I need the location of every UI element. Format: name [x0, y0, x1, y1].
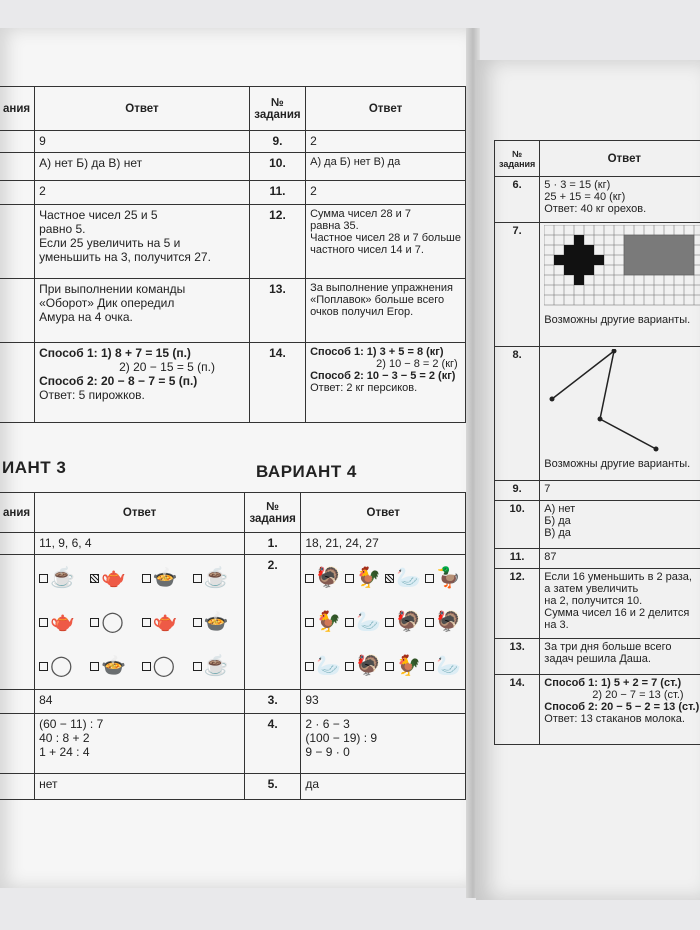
rooster-icon: 🐓 — [396, 655, 422, 677]
checkbox-checked — [90, 574, 99, 583]
checkbox — [142, 574, 151, 583]
checkbox — [345, 618, 354, 627]
task-number: 10. — [495, 501, 540, 549]
cell-blank — [0, 131, 35, 153]
answer-cell: А) нет Б) да В) нет — [35, 153, 250, 181]
task-number: 6. — [495, 177, 540, 223]
grid-drawing-cell — [540, 223, 700, 347]
pot-icon: 🍲 — [203, 611, 229, 633]
goose-icon: 🦢 — [436, 655, 461, 677]
kettle-icon: 🫖 — [101, 567, 127, 589]
variant-3-heading: ИАНТ 3 — [2, 458, 67, 477]
header-answer-right: Ответ — [301, 493, 466, 533]
pic-item — [39, 646, 86, 686]
checkbox — [39, 662, 48, 671]
answer-line: очков получил Егор. — [310, 306, 414, 318]
answers-table-right-page — [494, 140, 700, 745]
answer-line: на 3. — [544, 619, 569, 631]
checkbox — [193, 618, 202, 627]
answer-line: За три дня больше всего — [544, 641, 672, 653]
pic-item — [425, 558, 461, 598]
cell-blank — [0, 153, 35, 181]
rooster-icon: 🐓 — [316, 611, 342, 633]
pic-item — [345, 602, 381, 642]
answer-line: 25 + 15 = 40 (кг) — [544, 191, 626, 203]
task-number: 13. — [249, 279, 305, 343]
answer-line: В) да — [544, 527, 571, 539]
header-answer-right: Ответ — [306, 87, 466, 131]
task-number: 1. — [245, 533, 301, 555]
answer-line: равно 5. — [39, 222, 86, 236]
turkey-icon: 🦃 — [396, 611, 422, 633]
pic-item — [385, 646, 421, 686]
answer-line: Амура на 4 очка. — [39, 310, 133, 324]
answer-line: Ответ: 2 кг персиков. — [310, 382, 418, 394]
line-vertex — [598, 417, 603, 422]
answer-line: (60 − 11) : 7 — [39, 717, 104, 731]
task-number: 5. — [245, 774, 301, 800]
checkbox — [305, 574, 314, 583]
cell-blank — [0, 533, 35, 555]
header-answer: Ответ — [540, 141, 700, 177]
task-number: 4. — [245, 714, 301, 774]
line-vertex — [654, 447, 659, 452]
checkbox — [90, 662, 99, 671]
task-number: 13. — [495, 639, 540, 675]
task-number: 9. — [249, 131, 305, 153]
cup-icon: ☕ — [203, 655, 229, 677]
answer-line: Если 25 увеличить на 5 и — [39, 236, 181, 250]
answer-line: При выполнении команды — [39, 282, 186, 296]
answer-line: 5 · 3 = 15 (кг) — [544, 179, 611, 191]
task-number: 7. — [495, 223, 540, 347]
pic-item — [385, 558, 421, 598]
answer-line: Способ 2: 20 − 5 − 2 = 13 (ст.) — [544, 701, 700, 713]
answer-cell — [306, 343, 466, 423]
answer-cell: 18, 21, 24, 27 — [301, 533, 466, 555]
task-number: 11. — [495, 549, 540, 569]
answer-line: уменьшить на 3, получится 27. — [39, 250, 211, 264]
broken-line-drawing — [544, 349, 700, 455]
pic-item — [305, 646, 341, 686]
checkbox — [142, 618, 151, 627]
answer-line: частного чисел 14 и 7. — [310, 244, 424, 256]
answer-line: Ответ: 40 кг орехов. — [544, 203, 647, 215]
pic-item — [385, 602, 421, 642]
answer-cell — [301, 714, 466, 774]
answer-line: Частное чисел 28 и 7 больше — [310, 232, 461, 244]
grid-drawing — [544, 225, 700, 311]
answer-cell — [306, 279, 466, 343]
checkbox — [385, 618, 394, 627]
cell-blank — [0, 343, 35, 423]
answer-line: 1 + 24 : 4 — [39, 745, 90, 759]
pic-item — [90, 602, 137, 642]
turkey-icon: 🦃 — [316, 567, 342, 589]
goose-icon: 🦢 — [396, 567, 422, 589]
pot-icon: 🍲 — [152, 567, 178, 589]
dishes-picture-cell — [35, 555, 245, 690]
pic-item — [305, 602, 341, 642]
cell-blank — [0, 181, 35, 205]
checkbox — [193, 574, 202, 583]
checkbox — [305, 662, 314, 671]
turkey-icon: 🦃 — [356, 655, 382, 677]
checkbox — [385, 662, 394, 671]
answers-table-variant-3-4 — [0, 492, 466, 800]
answer-cell — [35, 205, 250, 279]
answer-line: Частное чисел 25 и 5 — [39, 208, 158, 222]
answer-line: Способ 2: 20 − 8 − 7 = 5 (п.) — [39, 374, 198, 388]
answer-line: «Оборот» Дик опередил — [39, 296, 175, 310]
pic-item — [425, 646, 461, 686]
black-cross-shape — [554, 235, 604, 285]
plate-icon: ◯ — [50, 655, 73, 677]
answer-cell: 2 — [35, 181, 250, 205]
answer-cell — [540, 569, 700, 639]
task-number: 2. — [245, 555, 301, 690]
checkbox-checked — [385, 574, 394, 583]
answer-line: а затем увеличить — [544, 583, 639, 595]
task-number: 3. — [245, 690, 301, 714]
checkbox — [425, 574, 434, 583]
pic-item — [39, 602, 86, 642]
answer-cell: 7 — [540, 481, 700, 501]
pic-item — [345, 646, 381, 686]
answer-line: А) нет — [544, 503, 576, 515]
plate-icon: ◯ — [152, 655, 175, 677]
answer-line: 2) 20 − 15 = 5 (п.) — [119, 360, 216, 374]
answer-line: Ответ: 5 пирожков. — [39, 388, 145, 402]
duck-icon: 🦆 — [436, 567, 461, 589]
answer-line: Сумма чисел 28 и 7 — [310, 208, 411, 220]
checkbox — [193, 662, 202, 671]
answer-cell — [306, 205, 466, 279]
header-task-partial: ания — [0, 493, 35, 533]
answer-cell: 84 — [35, 690, 245, 714]
cell-blank — [0, 555, 35, 690]
task-number: 12. — [249, 205, 305, 279]
answer-cell: нет — [35, 774, 245, 800]
header-answer: Ответ — [35, 493, 245, 533]
cell-blank — [0, 774, 35, 800]
checkbox — [345, 574, 354, 583]
answers-table-variant-2 — [0, 86, 466, 423]
answer-cell: 2 — [306, 131, 466, 153]
answer-line: «Поплавок» больше всего — [310, 294, 445, 306]
answer-line: равна 35. — [310, 220, 359, 232]
pic-item — [425, 602, 461, 642]
goose-icon: 🦢 — [356, 611, 382, 633]
answer-line: Б) да — [544, 515, 571, 527]
answer-line: на 2, получится 10. — [544, 595, 643, 607]
answer-cell: 9 — [35, 131, 250, 153]
answer-cell — [35, 279, 250, 343]
checkbox — [90, 618, 99, 627]
cell-blank — [0, 690, 35, 714]
header-task: № задания — [249, 87, 305, 131]
cell-blank — [0, 279, 35, 343]
checkbox — [142, 662, 151, 671]
pic-item — [90, 646, 137, 686]
answer-line: Способ 1: 1) 8 + 7 = 15 (п.) — [39, 346, 191, 360]
kettle-icon: 🫖 — [152, 611, 178, 633]
answer-cell: 2 — [306, 181, 466, 205]
answer-line: За выполнение упражнения — [310, 282, 453, 294]
checkbox — [345, 662, 354, 671]
task-number: 11. — [249, 181, 305, 205]
answer-cell — [35, 343, 250, 423]
dishes-grid — [39, 558, 240, 686]
broken-line-cell — [540, 347, 700, 481]
checkbox — [425, 618, 434, 627]
answer-line: Возможны другие варианты. — [544, 458, 691, 470]
checkbox — [305, 618, 314, 627]
answer-line: (100 − 19) : 9 — [305, 731, 378, 745]
birds-picture-cell — [301, 555, 466, 690]
answer-cell — [540, 639, 700, 675]
line-vertex — [550, 397, 555, 402]
answer-cell: 11, 9, 6, 4 — [35, 533, 245, 555]
answer-line: Сумма чисел 16 и 2 делится — [544, 607, 690, 619]
answer-cell: А) да Б) нет В) да — [306, 153, 466, 181]
task-number: 14. — [495, 675, 540, 745]
answer-cell — [540, 675, 700, 745]
answer-cell: да — [301, 774, 466, 800]
pic-item — [39, 558, 86, 598]
pic-item — [142, 602, 189, 642]
task-number: 10. — [249, 153, 305, 181]
cup-icon: ☕ — [203, 567, 229, 589]
checkbox — [39, 618, 48, 627]
task-number: 9. — [495, 481, 540, 501]
answer-line: 2) 20 − 7 = 13 (ст.) — [592, 689, 684, 701]
variant-4-heading: ВАРИАНТ 4 — [256, 462, 357, 481]
pic-item — [193, 646, 240, 686]
answer-cell — [35, 714, 245, 774]
kettle-icon: 🫖 — [50, 611, 76, 633]
answer-line: Способ 1: 1) 5 + 2 = 7 (ст.) — [544, 677, 682, 689]
broken-line — [552, 351, 656, 449]
task-number: 8. — [495, 347, 540, 481]
task-number: 12. — [495, 569, 540, 639]
rooster-icon: 🐓 — [356, 567, 382, 589]
answer-line: 40 : 8 + 2 — [39, 731, 90, 745]
task-number: 14. — [249, 343, 305, 423]
cup-icon: ☕ — [50, 567, 76, 589]
goose-icon: 🦢 — [316, 655, 342, 677]
turkey-icon: 🦃 — [436, 611, 461, 633]
pic-item — [345, 558, 381, 598]
answer-line: Если 16 уменьшить в 2 раза, — [544, 571, 692, 583]
birds-grid — [305, 558, 461, 686]
header-task: № задания — [495, 141, 540, 177]
answer-cell: 87 — [540, 549, 700, 569]
answer-cell — [540, 501, 700, 549]
pic-item — [142, 558, 189, 598]
answer-cell — [540, 177, 700, 223]
answer-line: Возможны другие варианты. — [544, 314, 691, 326]
answer-cell: 93 — [301, 690, 466, 714]
checkbox — [39, 574, 48, 583]
gray-rectangle-shape — [624, 235, 694, 275]
header-task-partial: ания — [0, 87, 35, 131]
checkbox — [425, 662, 434, 671]
cell-blank — [0, 205, 35, 279]
answer-line: Способ 2: 10 − 3 − 5 = 2 (кг) — [310, 370, 456, 382]
pic-item — [142, 646, 189, 686]
answer-line: 2 · 6 − 3 — [305, 717, 350, 731]
header-answer: Ответ — [35, 87, 250, 131]
pot-icon: 🍲 — [101, 655, 127, 677]
pic-item — [193, 602, 240, 642]
cell-blank — [0, 714, 35, 774]
pic-item — [193, 558, 240, 598]
answer-line: 9 − 9 · 0 — [305, 745, 350, 759]
answer-line: Способ 1: 1) 3 + 5 = 8 (кг) — [310, 346, 444, 358]
answer-line: задач решила Даша. — [544, 653, 651, 665]
pic-item — [90, 558, 137, 598]
pic-item — [305, 558, 341, 598]
answer-line: Ответ: 13 стаканов молока. — [544, 713, 685, 725]
header-task: № задания — [245, 493, 301, 533]
answer-line: 2) 10 − 8 = 2 (кг) — [376, 358, 458, 370]
plate-icon: ◯ — [101, 611, 124, 633]
